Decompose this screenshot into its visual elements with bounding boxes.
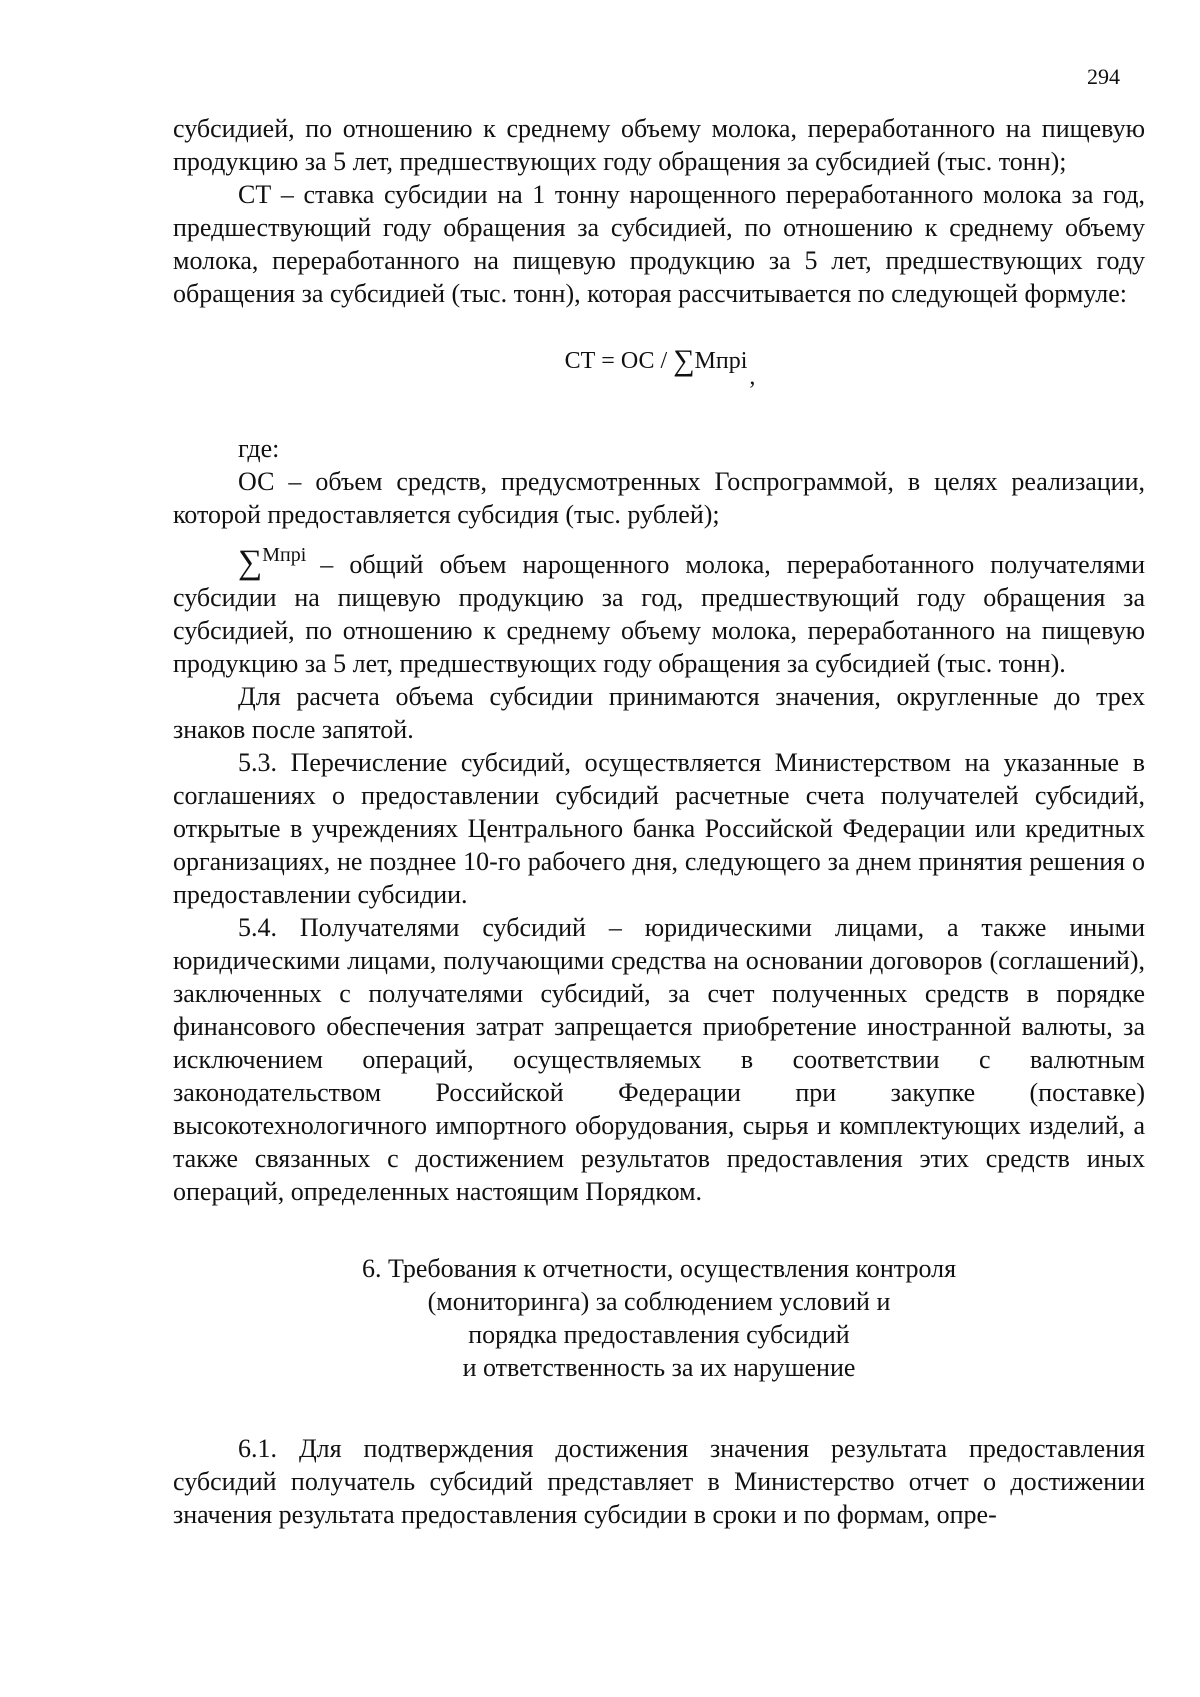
heading-line: и ответственность за их нарушение — [462, 1353, 856, 1382]
page-number: 294 — [1087, 64, 1120, 89]
sum-symbol: ∑ — [238, 544, 263, 581]
formula-left: СТ = ОС / — [564, 348, 674, 374]
heading-line: порядка предоставления субсидий — [468, 1320, 850, 1349]
subsidy-rate-formula — [173, 346, 1145, 398]
paragraph-5-3: 5.3. Перечисление субсидий, осуществляется Министерством на указанные в соглашениях о предоставлении субсидий расчетные счета получателей субсидий, открытые в учреждениях Центрального банка Российской Федерации или кредитных организациях, не позднее 10-го рабочего дня, следующего за днем принятия решения о предоставлении субсидии. — [173, 748, 1145, 909]
document-body — [173, 112, 1145, 1531]
sum-term: Мпрi — [262, 544, 307, 566]
heading-line: 6. Требования к отчетности, осуществления контроля — [361, 1254, 957, 1283]
paragraph-os-definition: ОС – объем средств, предусмотренных Госпрограммой, в целях реализации, которой предоставляется субсидия (тыс. рублей); — [173, 467, 1145, 529]
formula-comma: , — [749, 364, 756, 390]
paragraph-rounding: Для расчета объема субсидии принимаются значения, округленные до трех знаков после запятой. — [173, 682, 1145, 744]
sum-definition-text: – общий объем нарощенного молока, переработанного получателями субсидии на пищевую продукцию за год, предшествующий году обращения за субсидией, по отношению к среднему объему молока, переработанного на пищевую продукцию за 5 лет, предшествующих году обращения за субсидией (тыс. тонн). — [173, 550, 1145, 678]
paragraph-continuation: субсидией, по отношению к среднему объему молока, переработанного на пищевую продукцию за 5 лет, предшествующих году обращения за субсидией (тыс. тонн); — [173, 114, 1145, 176]
paragraph-sum-definition — [173, 539, 1145, 680]
paragraph-st-definition: СТ – ставка субсидии на 1 тонну нарощенного переработанного молока за год, предшествующий году обращения за субсидией, по отношению к среднему объему молока, переработанного на пищевую продукцию за 5 лет, предшествующих году обращения за субсидией (тыс. тонн), которая рассчитывается по следующей формуле: — [173, 180, 1145, 308]
where-label: где: — [238, 434, 280, 463]
sum-symbol: ∑ — [673, 344, 695, 377]
paragraph-6-1: 6.1. Для подтверждения достижения значения результата предоставления субсидий получатель субсидий представляет в Министерство отчет о достижении значения результата предоставления субсидии в сроки и по формам, опре- — [173, 1434, 1145, 1529]
formula-term: Мпрi — [694, 348, 748, 374]
section-6-heading — [173, 1252, 1145, 1384]
heading-line: (мониторинга) за соблюдением условий и — [427, 1287, 891, 1316]
paragraph-5-4: 5.4. Получателями субсидий – юридическими лицами, а также иными юридическими лицами, получающими средства на основании договоров (соглашений), заключенных с получателями субсидий, за счет полученных средств в порядке финансового обеспечения затрат запрещается приобретение иностранной валюты, за исключением операций, осуществляемых в соответствии с валютным законодательством Российской Федерации при закупке (поставке) высокотехнологичного импортного оборудования, сырья и комплектующих изделий, а также связанных с достижением результатов предоставления этих средств иных операций, определенных настоящим Порядком. — [173, 913, 1145, 1206]
